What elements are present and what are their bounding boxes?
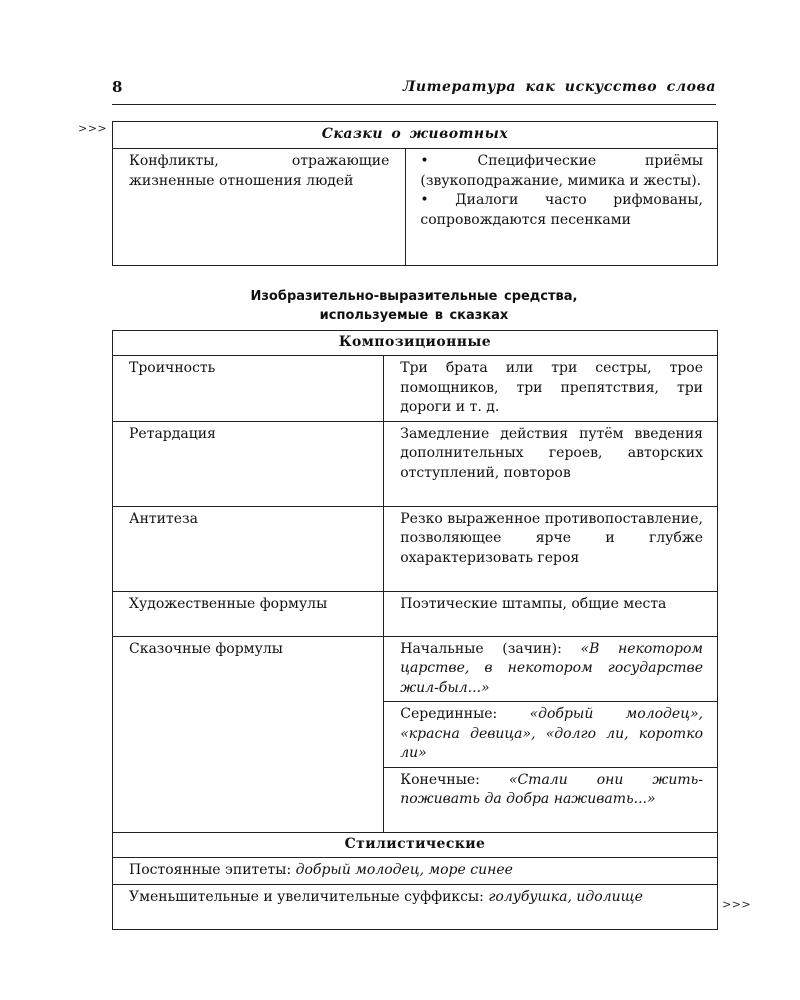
table-row bbox=[113, 857, 718, 884]
group-stylistic: Стилистические bbox=[113, 832, 718, 857]
definition-cell: Три брата или три сестры, трое помощников, три препятствия, три дороги и т. д. bbox=[384, 356, 718, 422]
definition-cell bbox=[384, 767, 718, 832]
definition-cell bbox=[384, 702, 718, 768]
table-row bbox=[113, 884, 718, 929]
stylistic-suffixes bbox=[113, 884, 718, 929]
definition-cell bbox=[384, 636, 718, 702]
next-page-marker: >>> bbox=[722, 898, 752, 911]
term-cell: Сказочные формулы bbox=[113, 636, 384, 832]
term-cell: Художественные формулы bbox=[113, 591, 384, 636]
table-row bbox=[113, 591, 718, 636]
stylistic-epithets bbox=[113, 857, 718, 884]
animal-tales-conflicts: Конфликты, отражающие жизненные отношения людей bbox=[113, 149, 406, 266]
term-cell: Троичность bbox=[113, 356, 384, 422]
section-title bbox=[112, 287, 716, 325]
definition-cell: Резко выраженное противопоставление, позволяющее ярче и глубже охарактеризовать героя bbox=[384, 506, 718, 591]
table-row bbox=[113, 506, 718, 591]
means-table bbox=[112, 330, 718, 930]
page-number: 8 bbox=[112, 78, 123, 96]
formula-label: Начальные (зачин): bbox=[400, 640, 562, 657]
technique-bullet: • Диалоги часто рифмованы, сопровождаются песенками bbox=[420, 192, 703, 228]
table-row bbox=[113, 636, 718, 702]
definition-cell: Замедление действия путём введения дополнительных героев, авторских отступлений, повторов bbox=[384, 421, 718, 506]
suffixes-example: голубушка, идолище bbox=[488, 888, 643, 905]
group-compositional: Композиционные bbox=[113, 331, 718, 356]
definition-cell: Поэтические штампы, общие места bbox=[384, 591, 718, 636]
epithets-example: добрый молодец, море синее bbox=[295, 861, 513, 878]
running-title: Литература как искусство слова bbox=[402, 79, 716, 95]
formula-example: «В некотором царстве, в некотором государстве жил-был...» bbox=[400, 640, 703, 696]
prev-page-marker: >>> bbox=[78, 122, 108, 135]
animal-tales-table bbox=[112, 121, 718, 266]
term-cell: Антитеза bbox=[113, 506, 384, 591]
formula-label: Серединные: bbox=[400, 706, 498, 722]
section-title-line1: Изобразительно-выразительные средства, bbox=[250, 289, 578, 304]
animal-tales-techniques bbox=[406, 149, 718, 266]
suffixes-label: Уменьшительные и увеличительные суффиксы: bbox=[129, 888, 484, 905]
section-title-line2: используемые в сказках bbox=[319, 308, 509, 323]
epithets-label: Постоянные эпитеты: bbox=[129, 861, 292, 878]
term-cell: Ретардация bbox=[113, 421, 384, 506]
page-header bbox=[112, 76, 716, 105]
technique-bullet: • Специфические приёмы (звукоподражание, мимика и жесты). bbox=[420, 153, 703, 189]
formula-example: «Стали они жить-поживать да добра наживать...» bbox=[400, 771, 703, 807]
formula-example: «добрый молодец», «красна девица», «долго ли, коротко ли» bbox=[400, 706, 703, 761]
table-row bbox=[113, 421, 718, 506]
formula-label: Конечные: bbox=[400, 771, 480, 788]
animal-tales-caption: Сказки о животных bbox=[113, 122, 718, 149]
table-row bbox=[113, 356, 718, 422]
